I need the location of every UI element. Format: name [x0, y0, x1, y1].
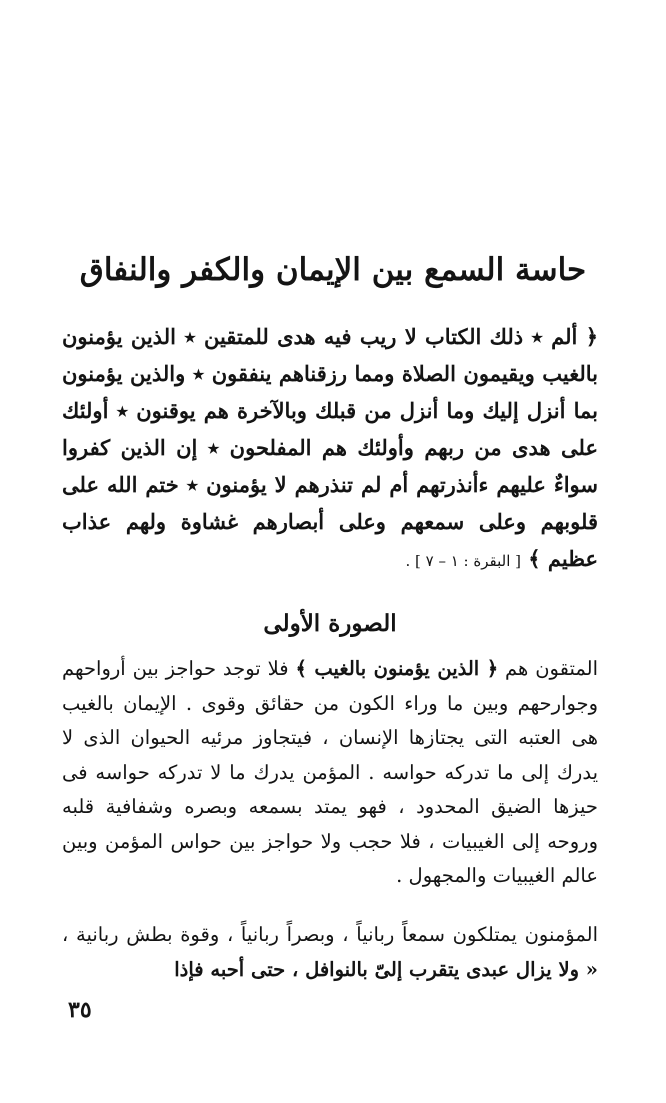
paragraph [62, 652, 598, 894]
quran-open-bracket: ﴿ [585, 324, 599, 349]
section-title: الصورة الأولى [263, 610, 397, 637]
chapter-title: حاسة السمع بين الإيمان والكفر والنفاق [79, 252, 587, 288]
quran-close-bracket: ﴾ [528, 546, 541, 571]
quran-verse-text: ألم ٭ ذلك الكتاب لا ريب فيه هدى للمتقين ٭ الذين يؤمنون بالغيب ويقيمون الصلاة ومما رزقناهم ينفقون ٭ والذين يؤمنون بما أنزل إليك وما أنزل من قبلك وبالآخرة هم يوقنون ٭ أولئك على هدى من ربهم وأولئك هم المفلحون ٭ إن الذين كفروا سواءٌ عليهم ءأنذرتهم أم لم تنذرهم لا يؤمنون ٭ ختم الله على قلوبهم وعلى سمعهم وعلى أبصارهم غشاوة ولهم عذاب عظيم [62, 324, 598, 571]
paragraph [62, 918, 598, 987]
page-number: ٣٥ [68, 997, 92, 1023]
paragraph-lead: المتقون هم [505, 657, 598, 680]
verse-reference: [ البقرة : ١ – ٧ ] . [405, 552, 521, 570]
paragraph-text: المؤمنون يمتلكون سمعاً ربانياً ، وبصراً ربانياً ، وقوة بطش ربانية ، [62, 923, 598, 946]
hadith-quote: « ولا يزال عبدى يتقرب إلىّ بالنوافل ، حتى أحبه فإذا [174, 957, 598, 981]
quran-passage [62, 318, 598, 580]
quoted-verse: ﴿ الذين يؤمنون بالغيب ﴾ [295, 657, 499, 680]
paragraph-text: فلا توجد حواجز بين أرواحهم وجوارحهم وبين ما وراء الكون من حقائق وقوى . الإيمان بالغيب هى العتبه التى يجتازها الإنسان ، فيتجاوز مرئيه الحيوان الذى لا يدرك إلى ما تدركه حواسه . المؤمن يدرك ما لا تدركه حواسه فى حيزها الضيق المحدود ، فهو يمتد بسمعه وبصره وشفافية قلبه وروحه إلى الغيبيات ، فلا حجب ولا حواجز بين حواس المؤمن وبين عالم الغيبيات والمجهول . [62, 657, 598, 887]
